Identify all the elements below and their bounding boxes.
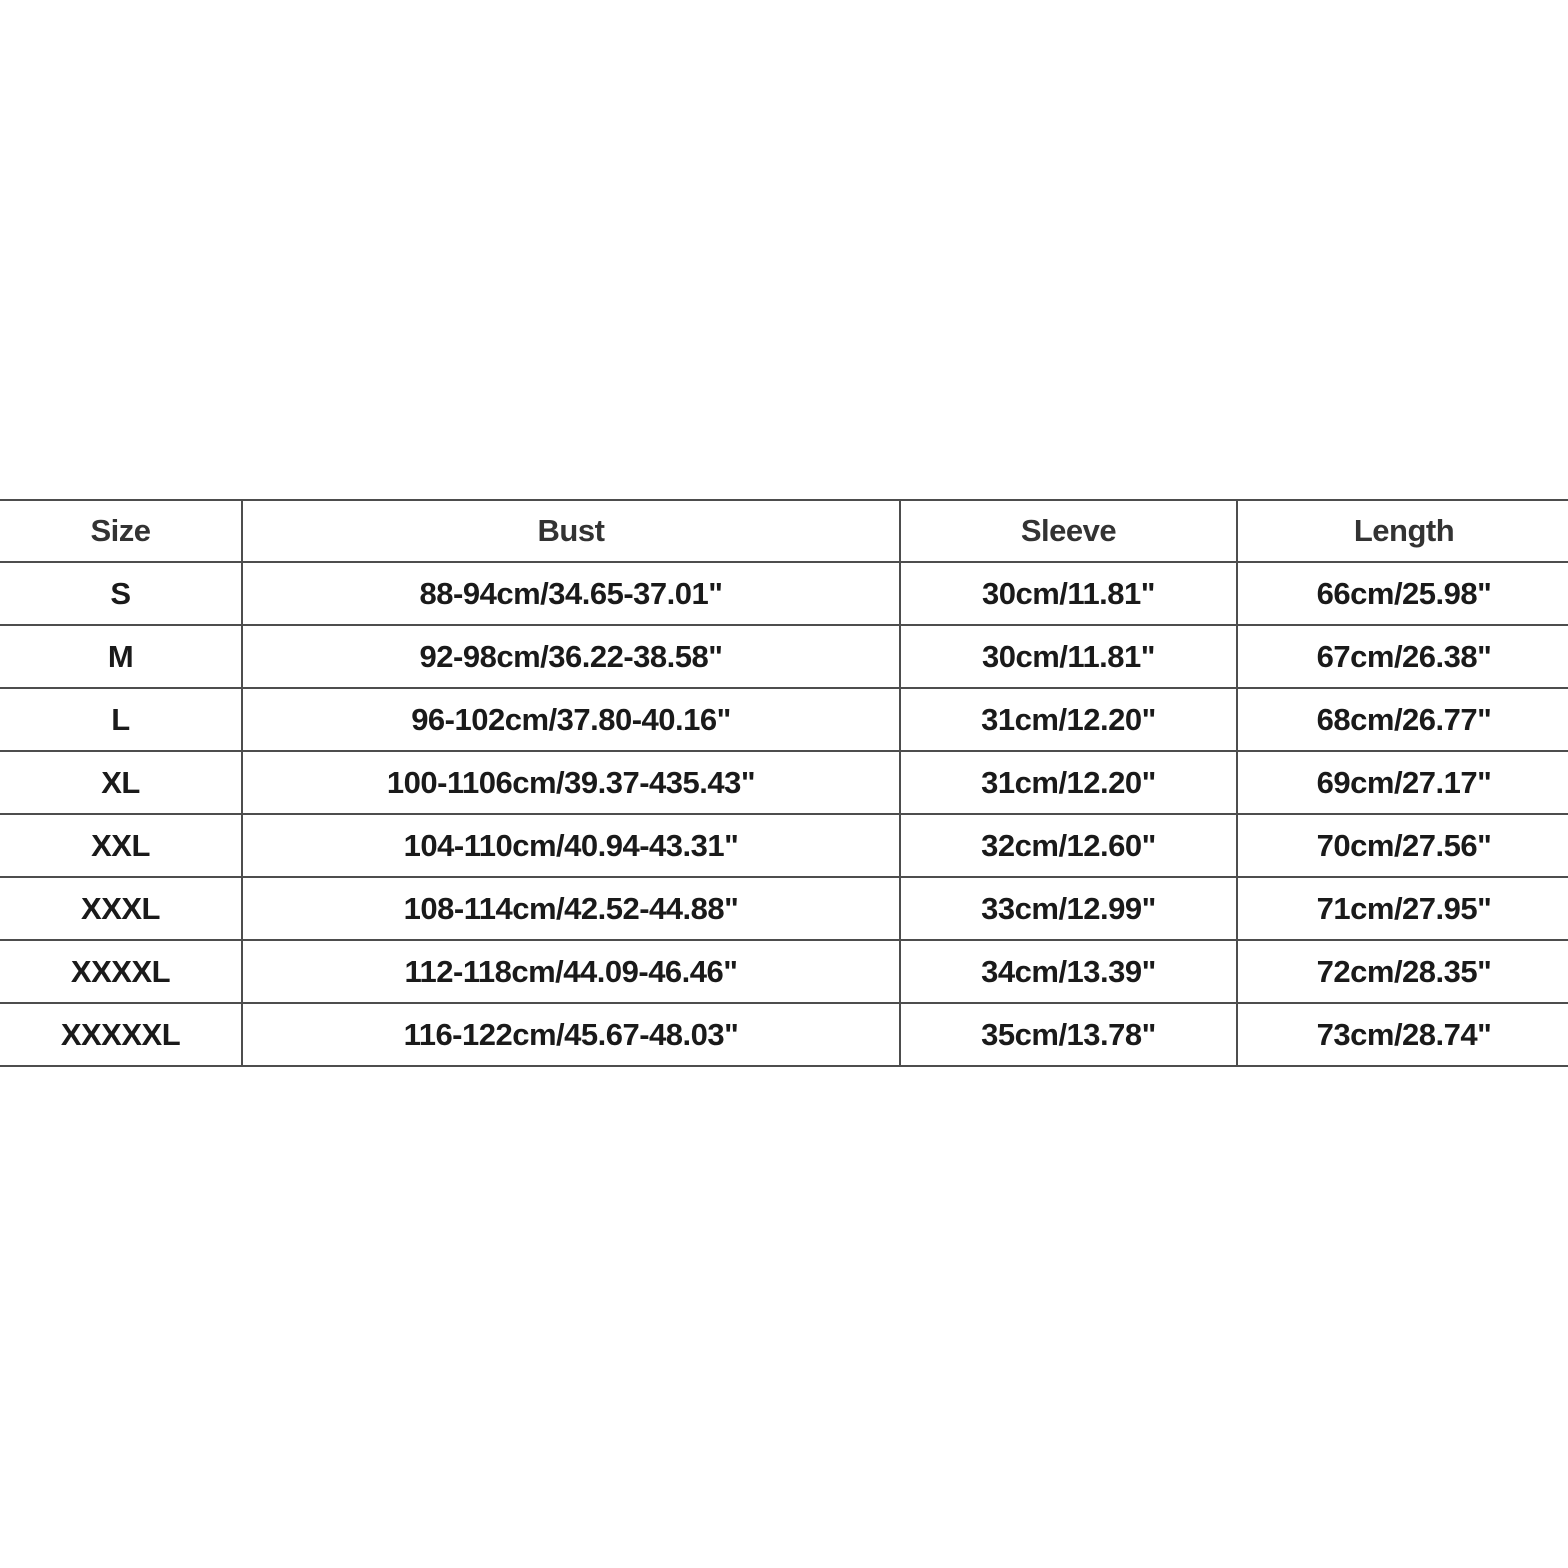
cell-bust: 112-118cm/44.09-46.46" xyxy=(242,940,900,1003)
cell-length: 68cm/26.77" xyxy=(1237,688,1568,751)
cell-sleeve: 31cm/12.20" xyxy=(900,688,1237,751)
cell-bust: 92-98cm/36.22-38.58" xyxy=(242,625,900,688)
table-row xyxy=(0,877,1568,940)
cell-size: XXXXL xyxy=(0,940,242,1003)
cell-bust: 116-122cm/45.67-48.03" xyxy=(242,1003,900,1066)
cell-size: S xyxy=(0,562,242,625)
cell-length: 72cm/28.35" xyxy=(1237,940,1568,1003)
cell-length: 66cm/25.98" xyxy=(1237,562,1568,625)
table-row xyxy=(0,562,1568,625)
table-header-row xyxy=(0,500,1568,562)
cell-sleeve: 33cm/12.99" xyxy=(900,877,1237,940)
table-row xyxy=(0,688,1568,751)
cell-length: 67cm/26.38" xyxy=(1237,625,1568,688)
table-row xyxy=(0,751,1568,814)
cell-bust: 96-102cm/37.80-40.16" xyxy=(242,688,900,751)
cell-bust: 108-114cm/42.52-44.88" xyxy=(242,877,900,940)
cell-bust: 104-110cm/40.94-43.31" xyxy=(242,814,900,877)
cell-size: XL xyxy=(0,751,242,814)
table-row xyxy=(0,940,1568,1003)
cell-sleeve: 34cm/13.39" xyxy=(900,940,1237,1003)
cell-sleeve: 30cm/11.81" xyxy=(900,562,1237,625)
cell-length: 71cm/27.95" xyxy=(1237,877,1568,940)
cell-size: XXXL xyxy=(0,877,242,940)
cell-sleeve: 32cm/12.60" xyxy=(900,814,1237,877)
cell-bust: 100-1106cm/39.37-435.43" xyxy=(242,751,900,814)
table-row xyxy=(0,625,1568,688)
cell-size: XXXXXL xyxy=(0,1003,242,1066)
cell-length: 73cm/28.74" xyxy=(1237,1003,1568,1066)
cell-size: L xyxy=(0,688,242,751)
cell-sleeve: 35cm/13.78" xyxy=(900,1003,1237,1066)
cell-size: M xyxy=(0,625,242,688)
header-size: Size xyxy=(0,500,242,562)
table-row xyxy=(0,1003,1568,1066)
size-chart-table xyxy=(0,499,1568,1067)
cell-sleeve: 31cm/12.20" xyxy=(900,751,1237,814)
header-bust: Bust xyxy=(242,500,900,562)
cell-length: 69cm/27.17" xyxy=(1237,751,1568,814)
cell-length: 70cm/27.56" xyxy=(1237,814,1568,877)
header-length: Length xyxy=(1237,500,1568,562)
cell-bust: 88-94cm/34.65-37.01" xyxy=(242,562,900,625)
table-row xyxy=(0,814,1568,877)
cell-size: XXL xyxy=(0,814,242,877)
header-sleeve: Sleeve xyxy=(900,500,1237,562)
cell-sleeve: 30cm/11.81" xyxy=(900,625,1237,688)
